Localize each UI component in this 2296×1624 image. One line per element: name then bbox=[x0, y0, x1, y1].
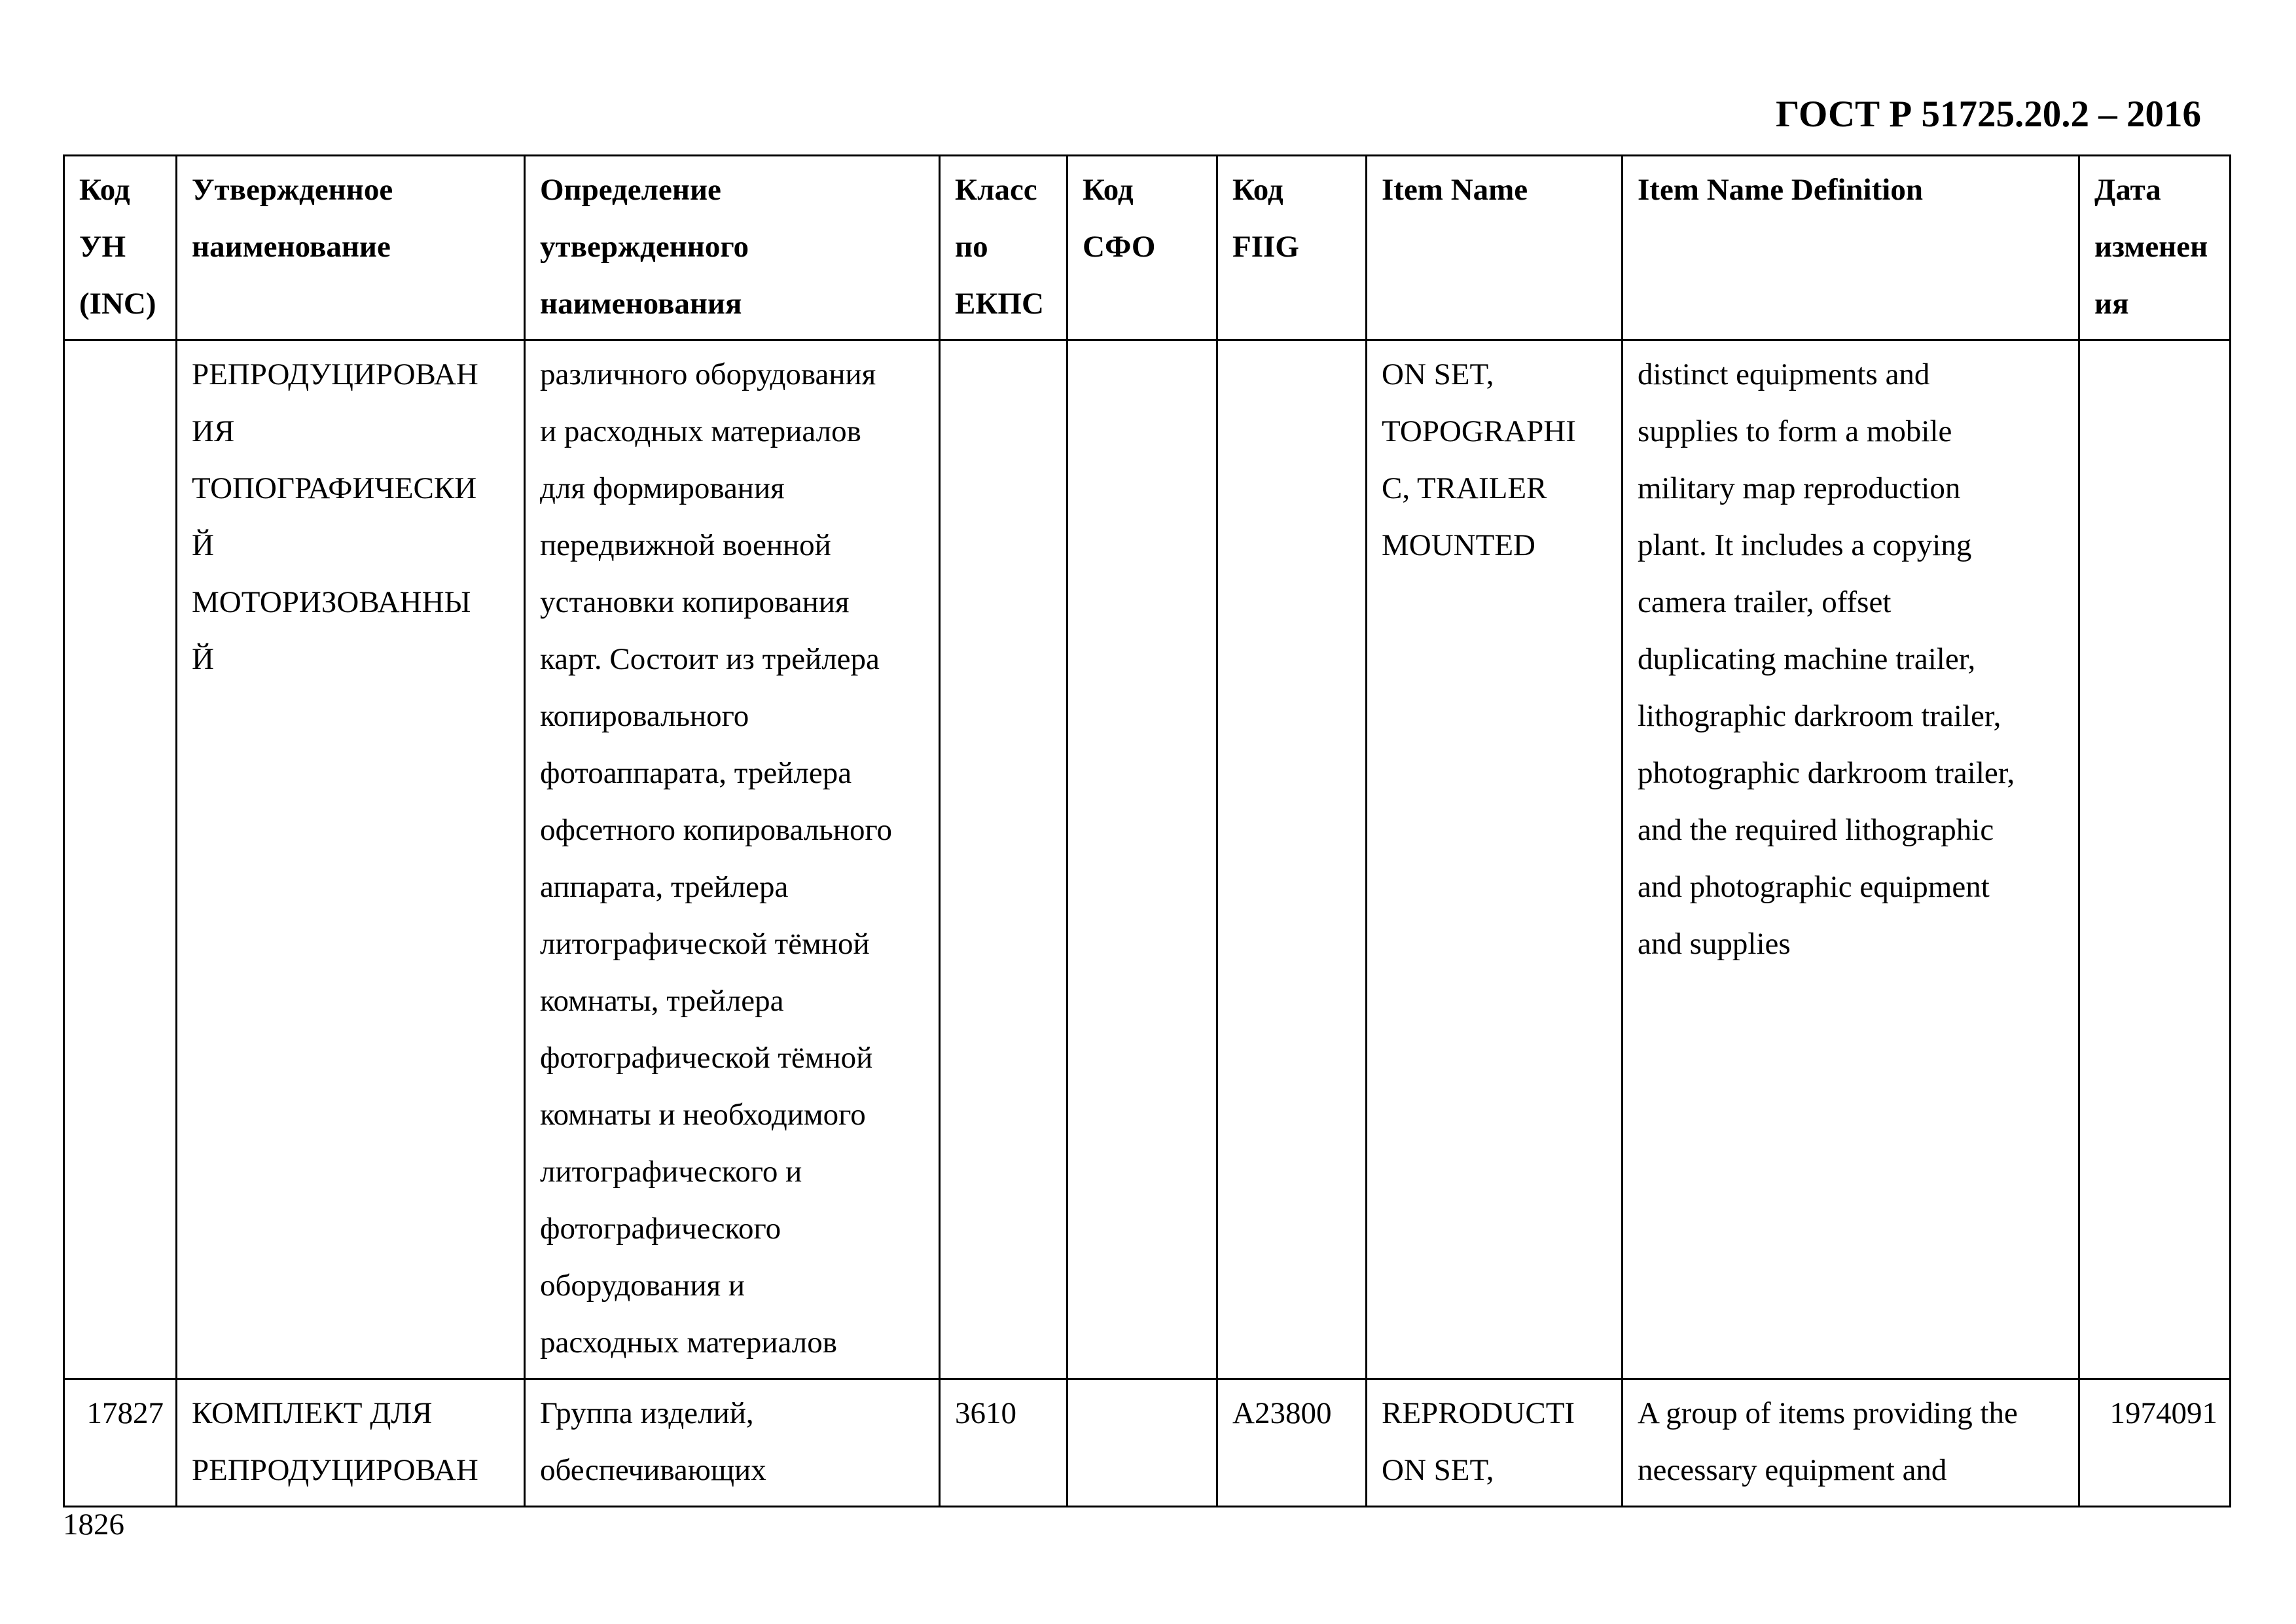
cell-change-date bbox=[2079, 340, 2231, 1379]
cell-inc-code: 17827 bbox=[64, 1379, 177, 1507]
nomenclature-table bbox=[63, 154, 2231, 1507]
cell-name-definition: различного оборудования и расходных материалов для формирования передвижной военной установки копирования карт. Состоит из трейлера копировального фотоаппарата, трейлера офсетного копировального аппарата, трейлера литографической тёмной комнаты, трейлера фотографической тёмной комнаты и необходимого литографического и фотографического оборудования и расходных материалов bbox=[525, 340, 940, 1379]
cell-change-date: 1974091 bbox=[2079, 1379, 2231, 1507]
cell-ekps-class: 3610 bbox=[940, 1379, 1067, 1507]
header-item-name: Item Name bbox=[1367, 156, 1623, 340]
cell-item-name: ON SET, TOPOGRAPHI C, TRAILER MOUNTED bbox=[1367, 340, 1623, 1379]
cell-sfo-code bbox=[1067, 1379, 1217, 1507]
table-row bbox=[64, 340, 2231, 1379]
cell-item-name-definition: A group of items providing the necessary equipment and bbox=[1623, 1379, 2079, 1507]
cell-fiig-code: A23800 bbox=[1217, 1379, 1367, 1507]
cell-item-name-definition: distinct equipments and supplies to form a mobile military map reproduction plant. It includes a copying camera trailer, offset duplicating machine trailer, lithographic darkroom trailer, photographic darkroom trailer, and the required lithographic and photographic equipment and supplies bbox=[1623, 340, 2079, 1379]
cell-sfo-code bbox=[1067, 340, 1217, 1379]
cell-fiig-code bbox=[1217, 340, 1367, 1379]
table-header-row bbox=[64, 156, 2231, 340]
cell-inc-code bbox=[64, 340, 177, 1379]
header-name-definition: Определение утвержденного наименования bbox=[525, 156, 940, 340]
cell-approved-name: РЕПРОДУЦИРОВАН ИЯ ТОПОГРАФИЧЕСКИ Й МОТОРИЗОВАННЫ Й bbox=[177, 340, 525, 1379]
header-sfo-code: Код СФО bbox=[1067, 156, 1217, 340]
header-change-date: Дата изменен ия bbox=[2079, 156, 2231, 340]
document-standard-header: ГОСТ Р 51725.20.2 – 2016 bbox=[1776, 94, 2201, 135]
page-number: 1826 bbox=[63, 1507, 124, 1542]
header-item-name-definition: Item Name Definition bbox=[1623, 156, 2079, 340]
cell-name-definition: Группа изделий, обеспечивающих bbox=[525, 1379, 940, 1507]
table-row bbox=[64, 1379, 2231, 1507]
header-inc-code: Код УН (INC) bbox=[64, 156, 177, 340]
cell-ekps-class bbox=[940, 340, 1067, 1379]
header-fiig-code: Код FIIG bbox=[1217, 156, 1367, 340]
cell-item-name: REPRODUCTI ON SET, bbox=[1367, 1379, 1623, 1507]
cell-approved-name: КОМПЛЕКТ ДЛЯ РЕПРОДУЦИРОВАН bbox=[177, 1379, 525, 1507]
header-approved-name: Утвержденное наименование bbox=[177, 156, 525, 340]
header-ekps-class: Класс по ЕКПС bbox=[940, 156, 1067, 340]
